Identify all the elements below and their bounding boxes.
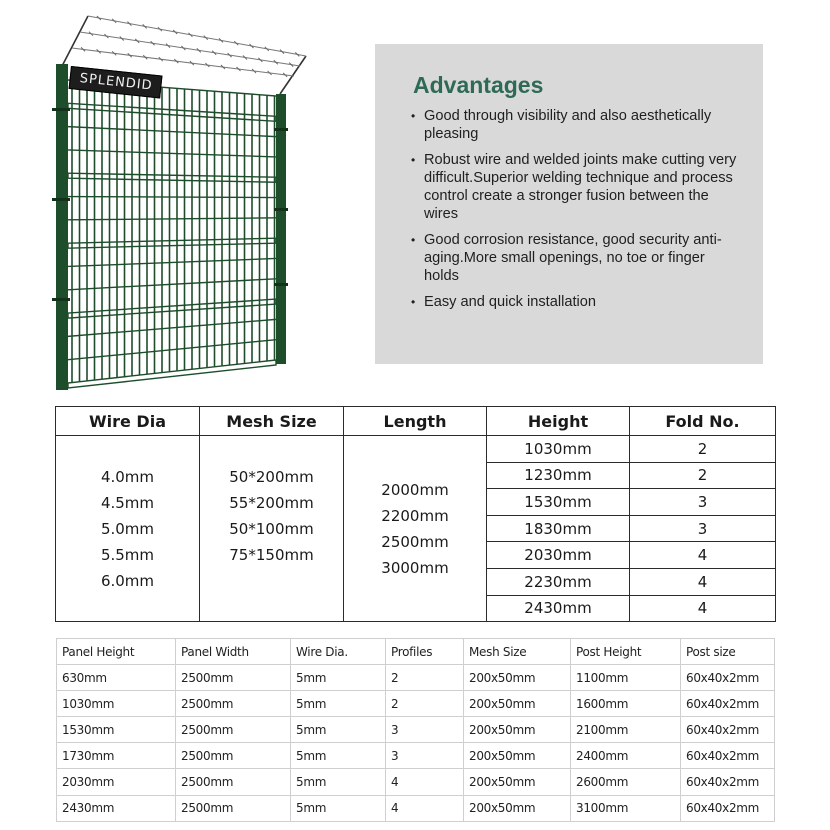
length-value: 2000mm [381, 480, 449, 499]
cell-post-height: 2100mm [571, 717, 681, 743]
cell-post-height: 3100mm [571, 795, 681, 821]
length-value: 2500mm [381, 532, 449, 551]
cell-panel-height: 1530mm [57, 717, 176, 743]
advantages-list [413, 107, 743, 311]
cell-mesh-size: 200x50mm [464, 665, 571, 691]
cell-post-size: 60x40x2mm [681, 665, 775, 691]
height-value: 2430mm [487, 595, 630, 622]
barb-arm-left [60, 16, 88, 70]
header-mesh-size: Mesh Size [200, 407, 344, 436]
mesh-size-value: 75*150mm [229, 545, 314, 564]
length-value: 3000mm [381, 558, 449, 577]
wire-dia-value: 5.0mm [100, 519, 155, 538]
cell-mesh-size: 200x50mm [464, 743, 571, 769]
fold-value: 4 [630, 595, 776, 622]
table-row [57, 691, 775, 717]
cell-post-height: 2400mm [571, 743, 681, 769]
fence-drawing [48, 8, 318, 398]
header-panel-width: Panel Width [176, 639, 291, 665]
fold-value: 4 [630, 542, 776, 569]
length-value: 2200mm [381, 506, 449, 525]
post-clip [274, 283, 288, 286]
table-row [56, 436, 776, 463]
cell-panel-height: 1730mm [57, 743, 176, 769]
length-cell [344, 436, 487, 622]
header-wire-dia: Wire Dia. [291, 639, 386, 665]
cell-post-size: 60x40x2mm [681, 717, 775, 743]
cell-profiles: 2 [386, 691, 464, 717]
fold-value: 3 [630, 515, 776, 542]
height-value: 2030mm [487, 542, 630, 569]
cell-panel-height: 2430mm [57, 795, 176, 821]
header-length: Length [344, 407, 487, 436]
post-clip [52, 298, 70, 301]
cell-panel-width: 2500mm [176, 769, 291, 795]
cell-wire-dia: 5mm [291, 665, 386, 691]
table-row [57, 795, 775, 821]
mesh-size-cell [200, 436, 344, 622]
cell-wire-dia: 5mm [291, 769, 386, 795]
cell-wire-dia: 5mm [291, 717, 386, 743]
fence-post-left [56, 64, 68, 390]
cell-panel-width: 2500mm [176, 665, 291, 691]
fence-post-right [276, 94, 286, 364]
cell-mesh-size: 200x50mm [464, 717, 571, 743]
cell-profiles: 4 [386, 795, 464, 821]
cell-mesh-size: 200x50mm [464, 769, 571, 795]
advantage-item: • Good through visibility and also aesthetically pleasing [413, 107, 743, 143]
cell-wire-dia: 5mm [291, 743, 386, 769]
height-value: 2230mm [487, 568, 630, 595]
mesh-size-value: 55*200mm [229, 493, 314, 512]
header-panel-height: Panel Height [57, 639, 176, 665]
advantage-item: • Robust wire and welded joints make cutting very difficult.Superior welding technique and process control create a stronger fusion between the wires [413, 151, 743, 223]
cell-post-height: 1100mm [571, 665, 681, 691]
fold-value: 2 [630, 436, 776, 463]
height-value: 1530mm [487, 489, 630, 516]
post-clip [52, 198, 70, 201]
wire-dia-value: 4.5mm [100, 493, 155, 512]
cell-mesh-size: 200x50mm [464, 795, 571, 821]
cell-post-size: 60x40x2mm [681, 743, 775, 769]
table-row [57, 743, 775, 769]
cell-post-height: 1600mm [571, 691, 681, 717]
cell-post-size: 60x40x2mm [681, 769, 775, 795]
table-row [57, 665, 775, 691]
advantages-title: Advantages [413, 72, 544, 98]
cell-profiles: 4 [386, 769, 464, 795]
cell-post-size: 60x40x2mm [681, 691, 775, 717]
fence-wire-horizontal [68, 197, 276, 198]
cell-panel-width: 2500mm [176, 743, 291, 769]
post-clip [52, 108, 70, 111]
wire-dia-value: 5.5mm [100, 545, 155, 564]
advantage-item: • Easy and quick installation [413, 293, 743, 311]
cell-panel-height: 1030mm [57, 691, 176, 717]
cell-panel-height: 630mm [57, 665, 176, 691]
cell-profiles: 3 [386, 743, 464, 769]
fence-illustration [48, 8, 318, 398]
wire-dia-cell [56, 436, 200, 622]
mesh-size-value: 50*100mm [229, 519, 314, 538]
cell-mesh-size: 200x50mm [464, 691, 571, 717]
cell-wire-dia: 5mm [291, 795, 386, 821]
header-post-size: Post size [681, 639, 775, 665]
header-wire-dia: Wire Dia [56, 407, 200, 436]
header-height: Height [487, 407, 630, 436]
header-mesh-size: Mesh Size [464, 639, 571, 665]
cell-wire-dia: 5mm [291, 691, 386, 717]
brand-label: SPLENDID [69, 66, 163, 99]
advantages-panel [375, 44, 763, 364]
cell-panel-width: 2500mm [176, 717, 291, 743]
cell-post-height: 2600mm [571, 769, 681, 795]
spec-table [55, 406, 776, 622]
post-clip [274, 208, 288, 211]
table-row [57, 769, 775, 795]
spec-table-header-row [56, 407, 776, 436]
fold-value: 3 [630, 489, 776, 516]
wire-dia-value: 6.0mm [100, 571, 155, 590]
fold-value: 2 [630, 462, 776, 489]
cell-profiles: 2 [386, 665, 464, 691]
post-clip [274, 128, 288, 131]
cell-post-size: 60x40x2mm [681, 795, 775, 821]
panel-table-header-row [57, 639, 775, 665]
header-fold-no: Fold No. [630, 407, 776, 436]
advantage-item: • Good corrosion resistance, good security anti-aging.More small openings, no toe or finger holds [413, 231, 743, 285]
height-value: 1230mm [487, 462, 630, 489]
mesh-size-value: 50*200mm [229, 467, 314, 486]
cell-panel-width: 2500mm [176, 691, 291, 717]
height-value: 1030mm [487, 436, 630, 463]
header-post-height: Post Height [571, 639, 681, 665]
panel-table [56, 638, 775, 822]
fold-value: 4 [630, 568, 776, 595]
wire-dia-value: 4.0mm [100, 467, 155, 486]
header-profiles: Profiles [386, 639, 464, 665]
cell-panel-width: 2500mm [176, 795, 291, 821]
cell-panel-height: 2030mm [57, 769, 176, 795]
cell-profiles: 3 [386, 717, 464, 743]
table-row [57, 717, 775, 743]
height-value: 1830mm [487, 515, 630, 542]
